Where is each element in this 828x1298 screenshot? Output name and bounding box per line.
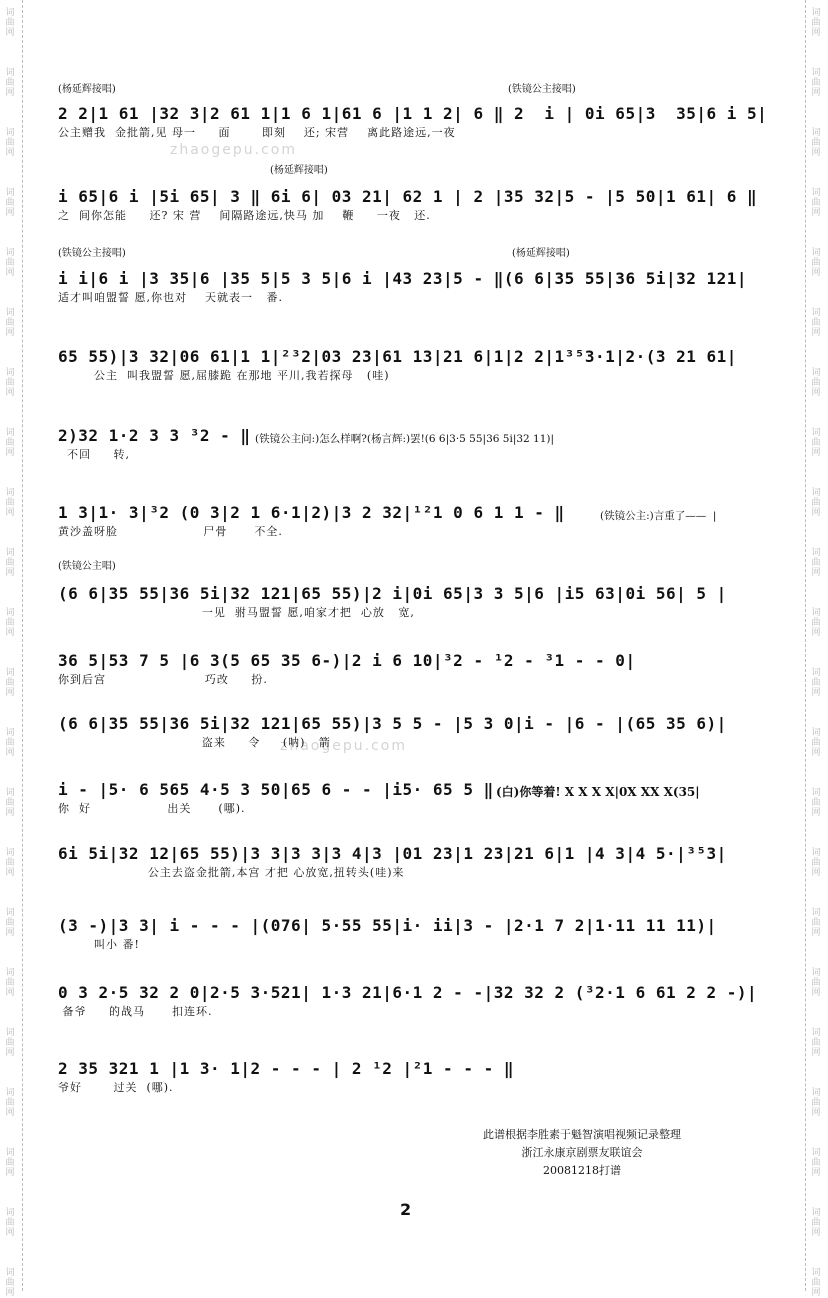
score-line [58, 583, 770, 621]
watermark-mark: 词 曲 网 [5, 368, 15, 398]
score-line [58, 843, 770, 881]
role-cue: (铁镜公主接唱) [508, 84, 576, 95]
watermark-mark: 词 曲 网 [5, 1268, 15, 1298]
watermark-mark: 词 曲 网 [811, 968, 821, 998]
score-line [58, 103, 770, 141]
watermark-mark: 词 曲 网 [5, 848, 15, 878]
lyric-row: 公主 叫我盟誓 愿,屈膝跪 在那地 平川,我若探母 (哇) [58, 369, 390, 382]
notation-row: i i|6 i |3 35|6 |35 5|5 3 5|6 i |43 23|5 - ‖(6 6|35 55|36 5i|32 121| [58, 269, 748, 288]
score-line [58, 650, 770, 688]
watermark-mark: 词 曲 网 [5, 8, 15, 38]
notation-row: 2 2|1 61 |32 3|2 61 1|1 6 1|61 6 |1 1 2| 6 ‖ 2 i | 0i 65|3 35|6 i 5| [58, 104, 768, 123]
score-line [58, 779, 494, 817]
lyric-row: 黄沙盖呀脸 尸骨 不全. [58, 525, 283, 538]
watermark-mark: 词 曲 网 [811, 848, 821, 878]
watermark-mark: 词 曲 网 [5, 608, 15, 638]
left-watermark-strip [0, 0, 23, 1298]
notation-row: 1 3|1· 3|³2 (0 3|2 1 6·1|2)|3 2 32|¹²1 0 6 1 1 - ‖ [58, 503, 565, 522]
watermark-mark: 词 曲 网 [811, 488, 821, 518]
watermark-mark: 词 曲 网 [811, 1208, 821, 1238]
page-number: 2 [400, 1200, 412, 1219]
lyric-row: 盗来 令 (呐) 箭 [58, 736, 331, 749]
watermark-mark: 词 曲 网 [5, 188, 15, 218]
watermark-mark: 词 曲 网 [811, 548, 821, 578]
watermark-mark: 词 曲 网 [5, 308, 15, 338]
notation-row: 36 5|53 7 5 |6 3(5 65 35 6-)|2 i 6 10|³2 - ¹2 - ³1 - - 0| [58, 651, 636, 670]
watermark-mark: 词 曲 网 [5, 428, 15, 458]
notation-row: (3 -)|3 3| i - - - |(076| 5·55 55|i· ii|3 - |2·1 7 2|1·11 11 11)| [58, 916, 717, 935]
score-line [58, 268, 770, 306]
watermark-mark: 词 曲 网 [811, 1268, 821, 1298]
watermark-mark: 词 曲 网 [811, 428, 821, 458]
role-cue: (杨延辉接唱) [512, 248, 570, 259]
notation-row: (6 6|35 55|36 5i|32 121|65 55)|2 i|0i 65|3 3 5|6 |i5 63|0i 56| 5 | [58, 584, 727, 603]
dialogue-text: (铁镜公主问:)怎么样啊?(杨言辉:)罢!(6 6|3·5 55|36 5i|32 11)| [255, 433, 555, 445]
role-cue: (铁镜公主唱) [58, 561, 116, 572]
watermark-mark: 词 曲 网 [5, 1208, 15, 1238]
lyric-row: 适才叫咱盟誓 愿,你也对 天就表一 番. [58, 291, 283, 304]
watermark-mark: 词 曲 网 [811, 908, 821, 938]
role-cue: (铁镜公主接唱) [58, 248, 126, 259]
notation-row: (6 6|35 55|36 5i|32 121|65 55)|3 5 5 - |5 3 0|i - |6 - |(65 35 6)| [58, 714, 727, 733]
watermark-mark: 词 曲 网 [811, 1088, 821, 1118]
notation-row: i 65|6 i |5i 65| 3 ‖ 6i 6| 03 21| 62 1 | 2 |35 32|5 - |5 50|1 61| 6 ‖ [58, 187, 758, 206]
lyric-row: 爷好 过关 (哪). [58, 1081, 174, 1094]
right-watermark-strip [805, 0, 828, 1298]
role-cue: (杨延辉接唱) [270, 165, 328, 176]
score-line [58, 713, 770, 751]
watermark-mark: 词 曲 网 [811, 608, 821, 638]
watermark-mark: 词 曲 网 [5, 1088, 15, 1118]
score-line [58, 982, 770, 1020]
watermark-mark: 词 曲 网 [5, 1028, 15, 1058]
watermark-mark: 词 曲 网 [5, 128, 15, 158]
lyric-row: 之 间你怎能 还? 宋 营 间隔路途远,快马 加 鞭 一夜 还. [58, 209, 431, 222]
watermark-mark: 词 曲 网 [811, 1148, 821, 1178]
lyric-row: 叫小 番! [58, 938, 140, 951]
notation-row: 2)32 1·2 3 3 ³2 - ‖ [58, 426, 251, 445]
lyric-row: 你到后宫 巧改 扮. [58, 673, 268, 686]
watermark-mark: 词 曲 网 [5, 668, 15, 698]
watermark-mark: 词 曲 网 [5, 68, 15, 98]
notation-row: 6i 5i|32 12|65 55)|3 3|3 3|3 4|3 |01 23|1 23|21 6|1 |4 3|4 5·|³⁵3| [58, 844, 727, 863]
credit-date: 20081218打谱 [543, 1164, 621, 1177]
score-line [58, 346, 770, 384]
watermark-mark: 词 曲 网 [811, 248, 821, 278]
watermark-mark: 词 曲 网 [811, 728, 821, 758]
watermark-mark: 词 曲 网 [5, 788, 15, 818]
watermark-mark: 词 曲 网 [811, 188, 821, 218]
watermark-mark: 词 曲 网 [811, 788, 821, 818]
lyric-row: 不回 转, [58, 448, 130, 461]
score-line [58, 186, 770, 224]
watermark-mark: 词 曲 网 [811, 128, 821, 158]
lyric-row: 你 好 出关 (哪). [58, 802, 246, 815]
notation-row: i - |5· 6 565 4·5 3 50|65 6 - - |i5· 65 5 ‖ [58, 780, 494, 799]
lyric-row: 备爷 的战马 扣连环. [58, 1005, 213, 1018]
lyric-row: 一见 驸马盟誓 愿,咱家才把 心放 宽, [58, 606, 415, 619]
watermark-mark: 词 曲 网 [811, 308, 821, 338]
notation-row: 0 3 2·5 32 2 0|2·5 3·521| 1·3 21|6·1 2 - -|32 32 2 (³2·1 6 61 2 2 -)| [58, 983, 758, 1002]
role-cue: (杨延辉接唱) [58, 84, 116, 95]
score-line [58, 1058, 618, 1096]
lyric-row: 公主赠我 金批箭,见 母一 面 即刻 还; 宋营 离此路途远,一夜 [58, 126, 456, 139]
dialogue-text: (白)你等着! X X X X|0X XX X(35| [496, 785, 700, 799]
watermark-mark: 词 曲 网 [811, 368, 821, 398]
score-line [58, 502, 598, 540]
watermark-mark: 词 曲 网 [5, 1148, 15, 1178]
credit-source: 此谱根据李胜素于魁智演唱视频记录整理 [483, 1128, 681, 1141]
watermark-mark: 词 曲 网 [5, 248, 15, 278]
watermark-mark: 词 曲 网 [811, 668, 821, 698]
watermark-mark: 词 曲 网 [5, 968, 15, 998]
dialogue-text: (铁镜公主:)言重了—— | [600, 510, 717, 522]
lyric-row: 公主去盗金批箭,本宫 才把 心放宽,扭转头(哇)来 [58, 866, 405, 879]
watermark-mark: 词 曲 网 [5, 488, 15, 518]
ghost-watermark: zhaogepu.com [280, 738, 407, 754]
watermark-mark: 词 曲 网 [811, 8, 821, 38]
watermark-mark: 词 曲 网 [811, 68, 821, 98]
watermark-mark: 词 曲 网 [5, 548, 15, 578]
notation-row: 65 55)|3 32|06 61|1 1|²³2|03 23|61 13|21 6|1|2 2|1³⁵3·1|2·(3 21 61| [58, 347, 737, 366]
watermark-mark: 词 曲 网 [811, 1028, 821, 1058]
score-line [58, 425, 258, 463]
credit-organization: 浙江永康京剧票友联谊会 [521, 1146, 643, 1159]
ghost-watermark: zhaogepu.com [170, 142, 297, 158]
notation-row: 2 35 321 1 |1 3· 1|2 - - - | 2 ¹2 |²1 - - - ‖ [58, 1059, 514, 1078]
watermark-mark: 词 曲 网 [5, 728, 15, 758]
watermark-mark: 词 曲 网 [5, 908, 15, 938]
score-line [58, 915, 770, 953]
